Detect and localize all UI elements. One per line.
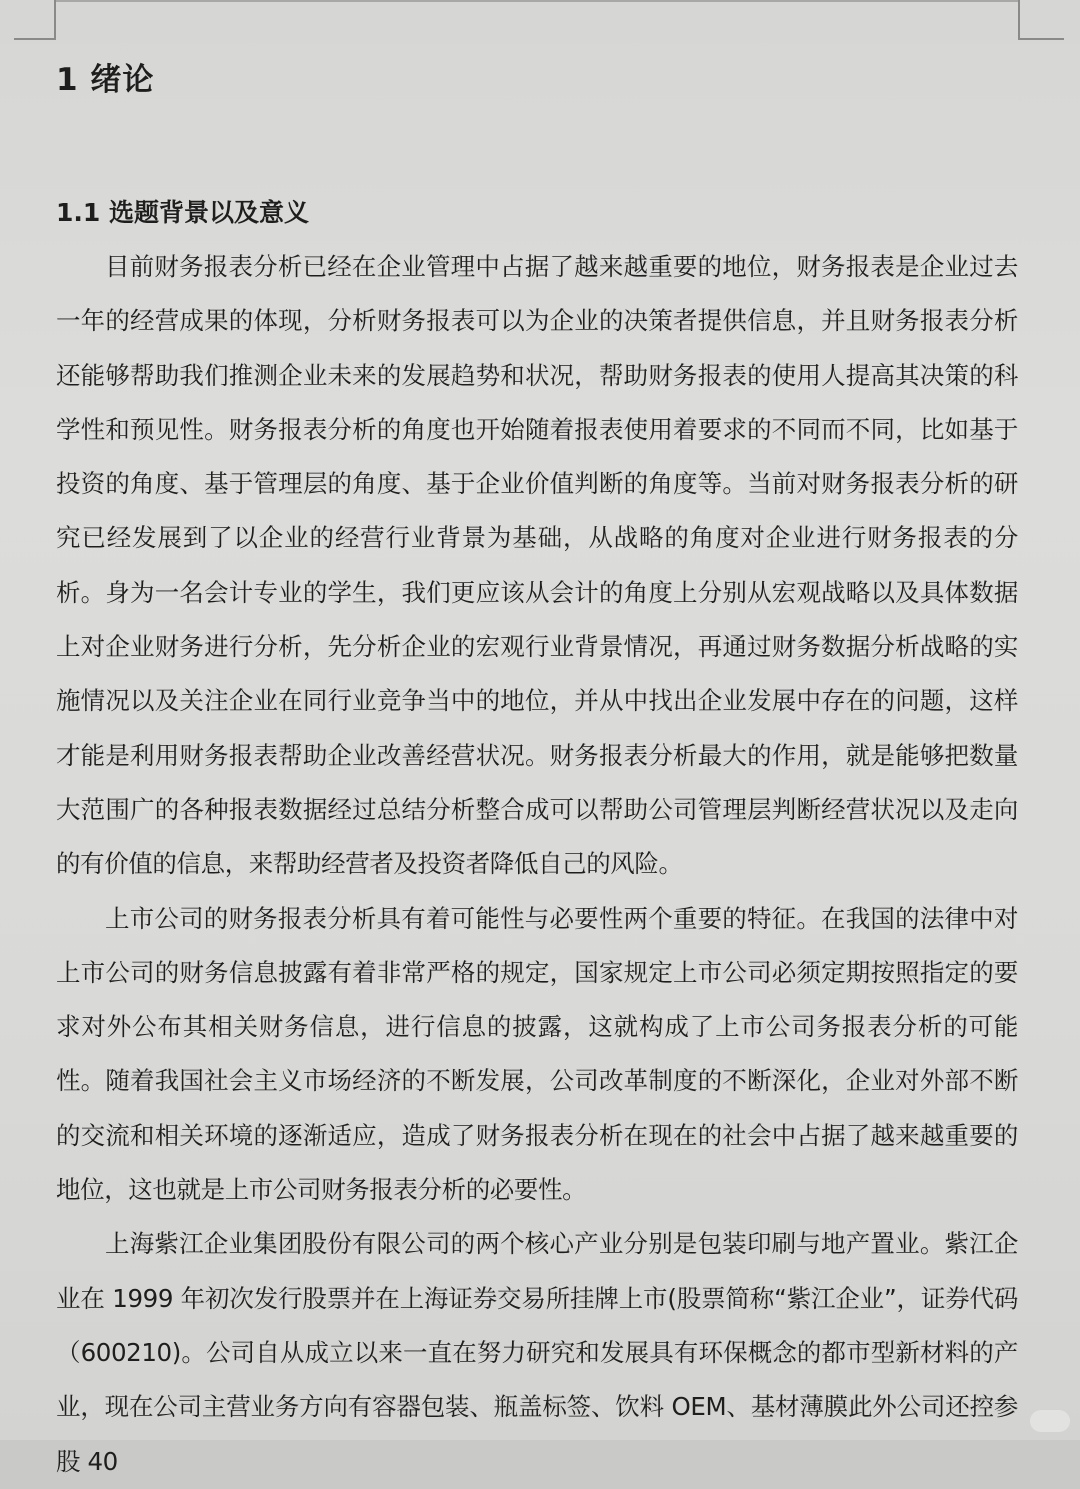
- watermark-badge: [1030, 1410, 1070, 1432]
- section-title: 1.1 选题背景以及意义: [56, 198, 309, 227]
- body-paragraph-3: 上海紫江企业集团股份有限公司的两个核心产业分别是包装印刷与地产置业。紫江企业在 1999 年初次发行股票并在上海证券交易所挂牌上市(股票简称“紫江企业”，证券代码（600210)。公司自从成立以来一直在努力研究和发展具有环保概念的都市型新材料的产业，现在公司主营业务方向有容器包装、瓶盖标签、饮料 OEM、基材薄膜此外公司还控参股 40: [56, 1229, 1018, 1476]
- page-corner-mark-top-left: [14, 0, 56, 40]
- document-body: [56, 240, 1018, 1489]
- page-corner-mark-top-right: [1018, 0, 1064, 40]
- body-paragraph-1: 目前财务报表分析已经在企业管理中占据了越来越重要的地位，财务报表是企业过去一年的经营成果的体现，分析财务报表可以为企业的决策者提供信息，并且财务报表分析还能够帮助我们推测企业未来的发展趋势和状况，帮助财务报表的使用人提高其决策的科学性和预见性。财务报表分析的角度也开始随着报表使用着要求的不同而不同，比如基于投资的角度、基于管理层的角度、基于企业价值判断的角度等。当前对财务报表分析的研究已经发展到了以企业的经营行业背景为基础，从战略的角度对企业进行财务报表的分析。身为一名会计专业的学生，我们更应该从会计的角度上分别从宏观战略以及具体数据上对企业财务进行分析，先分析企业的宏观行业背景情况，再通过财务数据分析战略的实施情况以及关注企业在同行业竞争当中的地位，并从中找出企业发展中存在的问题，这样才能是利用财务报表帮助企业改善经营状况。财务报表分析最大的作用，就是能够把数量大范围广的各种报表数据经过总结分析整合成可以帮助公司管理层判断经营状况以及走向的有价值的信息，来帮助经营者及投资者降低自己的风险。: [56, 252, 1018, 879]
- chapter-title: 1 绪论: [56, 62, 155, 98]
- page-top-edge: [56, 0, 1018, 2]
- body-paragraph-2: 上市公司的财务报表分析具有着可能性与必要性两个重要的特征。在我国的法律中对上市公司的财务信息披露有着非常严格的规定，国家规定上市公司必须定期按照指定的要求对外公布其相关财务信息，进行信息的披露，这就构成了上市公司务报表分析的可能性。随着我国社会主义市场经济的不断发展，公司改革制度的不断深化，企业对外部不断的交流和相关环境的逐渐适应，造成了财务报表分析在现在的社会中占据了越来越重要的地位，这也就是上市公司财务报表分析的必要性。: [56, 903, 1018, 1205]
